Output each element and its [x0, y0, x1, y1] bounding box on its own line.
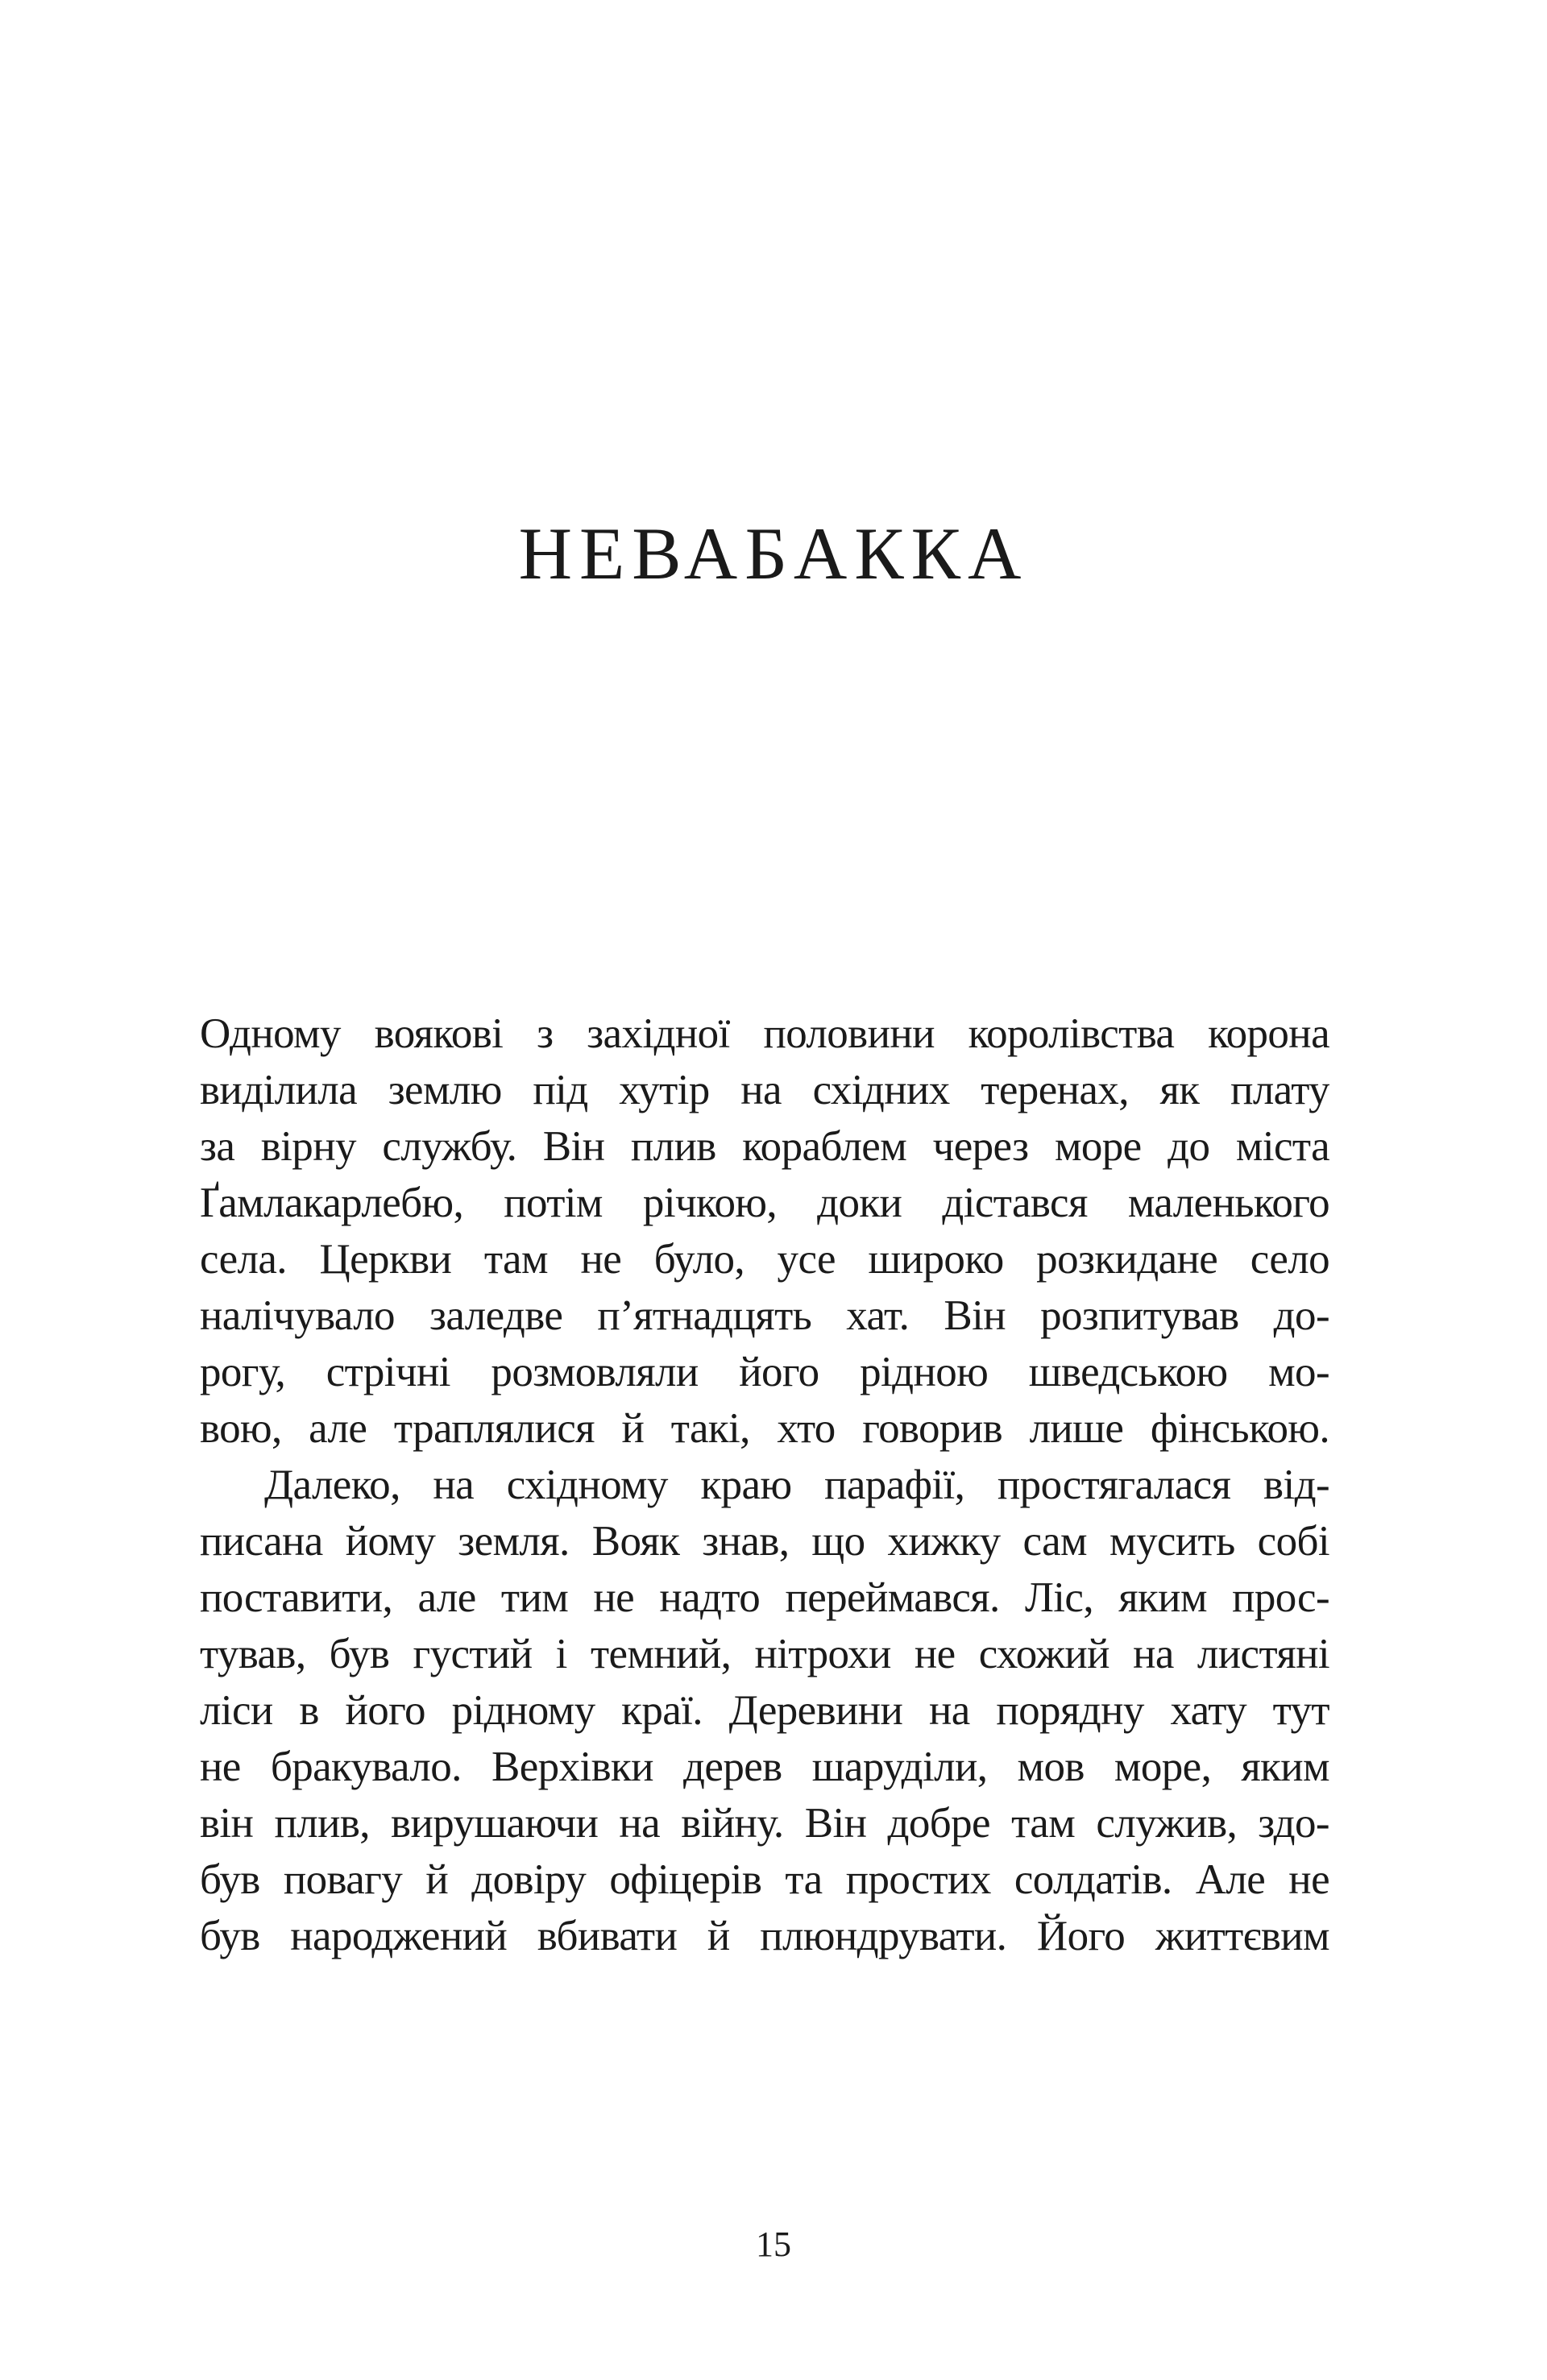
- text-line: він плив, вирушаючи на війну. Він добре там служив, здо-: [200, 1800, 1329, 1847]
- text-line: за вірну службу. Він плив кораблем через море до міста: [200, 1123, 1329, 1170]
- text-line: був народжений вбивати й плюндрувати. Його життєвим: [200, 1913, 1329, 1959]
- paragraph-2: [200, 1457, 1329, 1964]
- paragraph-1: [200, 1005, 1329, 1457]
- text-line: Одному воякові з західної половини королівства корона: [200, 1010, 1329, 1057]
- text-line: Ґамлакарлебю, потім річкою, доки дістався маленького: [200, 1180, 1329, 1226]
- text-line: вою, але траплялися й такі, хто говорив лише фінською.: [200, 1405, 1329, 1452]
- text-line: писана йому земля. Вояк знав, що хижку сам мусить собі: [200, 1518, 1329, 1565]
- text-line: рогу, стрічні розмовляли його рідною шведською мо-: [200, 1349, 1329, 1395]
- text-line: виділила землю під хутір на східних теренах, як плату: [200, 1067, 1329, 1113]
- text-line: Далеко, на східному краю парафії, простягалася від-: [264, 1462, 1329, 1508]
- body-text: [200, 1005, 1329, 1964]
- text-line: налічувало заледве п’ятнадцять хат. Він розпитував до-: [200, 1292, 1329, 1339]
- text-line: тував, був густий і темний, нітрохи не схожий на листяні: [200, 1631, 1329, 1677]
- text-line: був повагу й довіру офіцерів та простих солдатів. Але не: [200, 1856, 1329, 1903]
- text-line: села. Церкви там не було, усе широко розкидане село: [200, 1236, 1329, 1283]
- text-line: ліси в його рідному краї. Деревини на порядну хату тут: [200, 1687, 1329, 1734]
- text-line: не бракувало. Верхівки дерев шаруділи, мов море, яким: [200, 1744, 1329, 1790]
- chapter-title: НЕВАБАККА: [518, 512, 1029, 595]
- text-line: поставити, але тим не надто переймався. Ліс, яким прос-: [200, 1574, 1329, 1621]
- page-number: 15: [756, 2225, 791, 2264]
